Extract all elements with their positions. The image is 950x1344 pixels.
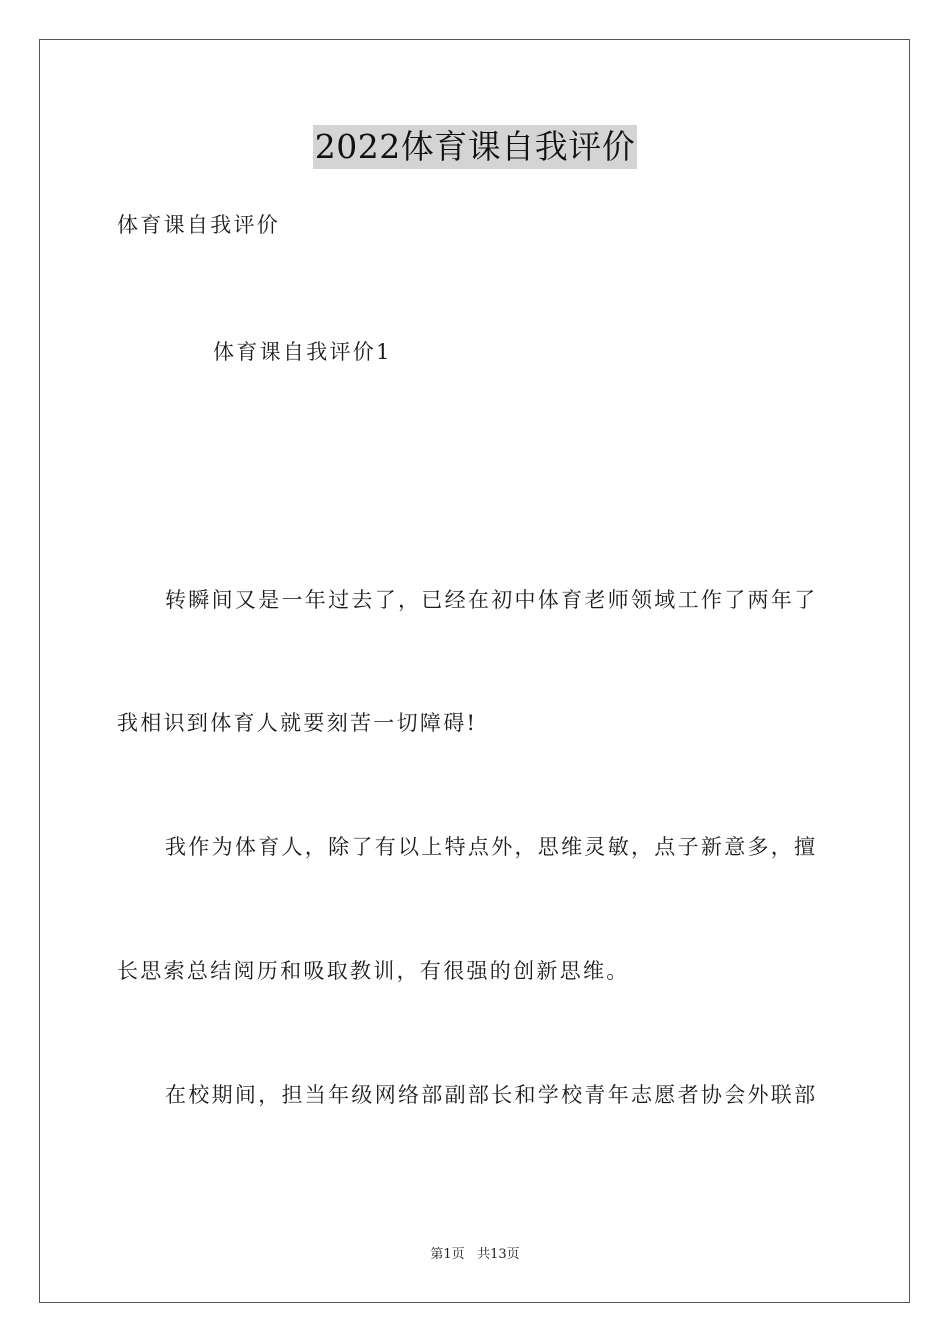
page-number: 第1页 — [430, 1247, 465, 1262]
paragraph-line: 我作为体育人，除了有以上特点外，思维灵敏，点子新意多，擅 — [165, 835, 818, 859]
page-footer — [0, 1246, 950, 1264]
section-heading: 体育课自我评价1 — [213, 340, 392, 364]
title-container — [0, 125, 950, 169]
paragraph-line: 我相识到体育人就要刻苦一切障碍! — [117, 711, 478, 735]
document-subtitle: 体育课自我评价 — [117, 213, 281, 237]
page-total: 共13页 — [477, 1247, 520, 1262]
paragraph-line: 长思索总结阅历和吸取教训，有很强的创新思维。 — [117, 959, 630, 983]
paragraph-line: 转瞬间又是一年过去了，已经在初中体育老师领域工作了两年了 — [165, 588, 818, 612]
document-title: 2022体育课自我评价 — [313, 125, 637, 169]
paragraph-line: 在校期间，担当年级网络部副部长和学校青年志愿者协会外联部 — [165, 1083, 818, 1107]
